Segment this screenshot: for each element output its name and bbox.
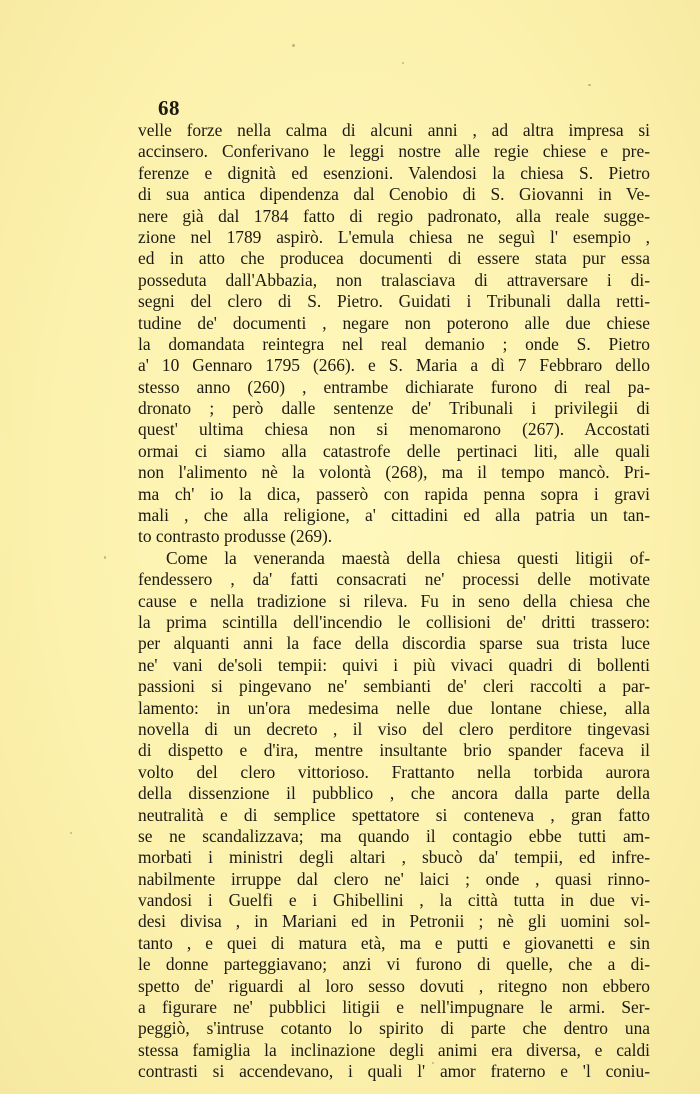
text-line: volto del clero vittorioso. Frattanto nella torbida aurora bbox=[138, 761, 650, 782]
text-line: stessa famiglia la inclinazione degli animi era diversa, e caldi bbox=[138, 1039, 650, 1060]
paragraph-last-line: to contrasto produsse (269). bbox=[138, 526, 333, 547]
text-line: le donne parteggiavano; anzi vi furono di quelle, che a di- bbox=[138, 954, 650, 975]
text-line: per alquanti anni la face della discordia sparse sua trista luce bbox=[138, 633, 650, 654]
text-line: di sua antica dipendenza dal Cenobio di S. Giovanni in Ve- bbox=[138, 184, 650, 205]
text-line: ferenze e dignità ed esenzioni. Valendosi la chiesa S. Pietro bbox=[138, 162, 650, 183]
text-line: segni del clero di S. Pietro. Guidati i Tribunali dalla retti- bbox=[138, 291, 650, 312]
text-line: peggiò, s'intruse cotanto lo spirito di parte che dentro una bbox=[138, 1018, 650, 1039]
text-line: nere già dal 1784 fatto di regio padronato, alla reale sugge- bbox=[138, 205, 650, 226]
text-line: quest' ultima chiesa non si menomarono (267). Accostati bbox=[138, 419, 650, 440]
paper-speck bbox=[104, 556, 106, 559]
text-line: passioni si pingevano ne' sembianti de' cleri raccolti a par- bbox=[138, 676, 650, 697]
text-line: la prima scintilla dell'incendio le collisioni de' dritti trassero: bbox=[138, 611, 650, 632]
text-line: la domandata reintegra nel real demanio ; onde S. Pietro bbox=[138, 333, 650, 354]
text-line: a figurare ne' pubblici litigii e nell'impugnare le armi. Ser- bbox=[138, 997, 650, 1018]
text-line: morbati i ministri degli altari , sbucò da' tempii, ed infre- bbox=[138, 847, 650, 868]
text-line: a' 10 Gennaro 1795 (266). e S. Maria a dì 7 Febbraro dello bbox=[138, 355, 650, 376]
paragraph-first-line: Come la veneranda maestà della chiesa questi litigii of- bbox=[166, 547, 650, 568]
page-number: 68 bbox=[158, 96, 180, 120]
text-line: di dispetto e d'ira, mentre insultante brio spander faceva il bbox=[138, 740, 650, 761]
text-line: vandosi i Guelfi e i Ghibellini , la città tutta in due vi- bbox=[138, 890, 650, 911]
paper-speck bbox=[70, 832, 72, 834]
paper-speck bbox=[292, 44, 295, 47]
text-line: zione nel 1789 aspirò. L'emula chiesa ne seguì l' esempio , bbox=[138, 226, 650, 247]
text-line: tanto , e quei di matura età, ma e putti e giovanetti e sin bbox=[138, 932, 650, 953]
paper-speck bbox=[588, 84, 591, 86]
text-line: tudine de' documenti , negare non poterono alle due chiese bbox=[138, 312, 650, 333]
text-line: spetto de' riguardi al loro sesso dovuti , ritegno non ebbero bbox=[138, 975, 650, 996]
text-line: ma ch' io la dica, passerò con rapida penna sopra i gravi bbox=[138, 483, 650, 504]
text-line: mali , che alla religione, a' cittadini ed alla patria un tan- bbox=[138, 505, 650, 526]
text-line: desi divisa , in Mariani ed in Petronii ; nè gli uomini sol- bbox=[138, 911, 650, 932]
text-line: neutralità e di semplice spettatore si conteneva , gran fatto bbox=[138, 804, 650, 825]
body-text bbox=[138, 120, 650, 1083]
text-line: dronato ; però dalle sentenze de' Tribunali i privilegii di bbox=[138, 398, 650, 419]
text-line: accinsero. Conferivano le leggi nostre alle regie chiese e pre- bbox=[138, 141, 650, 162]
text-line: ormai ci siamo alla catastrofe delle pertinaci liti, alle quali bbox=[138, 440, 650, 461]
text-line: della dissenzione il pubblico , che ancora dalla parte della bbox=[138, 783, 650, 804]
paper-speck bbox=[402, 62, 404, 64]
text-line: cause e nella tradizione si rileva. Fu in seno della chiesa che bbox=[138, 590, 650, 611]
text-line: contrasti si accendevano, i quali l' amor fraterno e 'l coniu- bbox=[138, 1061, 650, 1082]
text-line: lamento: in un'ora medesima nelle due lontane chiese, alla bbox=[138, 697, 650, 718]
text-line: non l'alimento nè la volontà (268), ma il tempo mancò. Pri- bbox=[138, 462, 650, 483]
text-line: ne' vani de'soli tempii: quivi i più vivaci quadri di bollenti bbox=[138, 654, 650, 675]
text-line: velle forze nella calma di alcuni anni , ad altra impresa si bbox=[138, 120, 650, 140]
text-line: posseduta dall'Abbazia, non tralasciava di attraversare i di- bbox=[138, 269, 650, 290]
text-line: stesso anno (260) , entrambe dichiarate furono di real pa- bbox=[138, 376, 650, 397]
text-line: fendessero , da' fatti consacrati ne' processi delle motivate bbox=[138, 569, 650, 590]
text-line: novella di un decreto , il viso del clero perditore tingevasi bbox=[138, 718, 650, 739]
text-line: ed in atto che producea documenti di essere stata pur essa bbox=[138, 248, 650, 269]
text-line: se ne scandalizzava; ma quando il contagio ebbe tutti am- bbox=[138, 825, 650, 846]
text-line: nabilmente irruppe dal clero ne' laici ; onde , quasi rinno- bbox=[138, 868, 650, 889]
